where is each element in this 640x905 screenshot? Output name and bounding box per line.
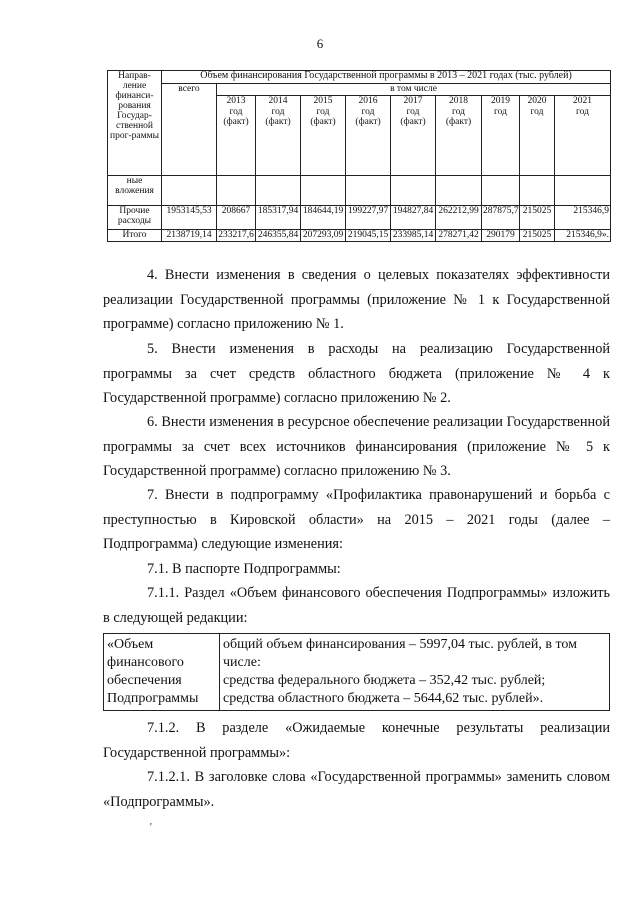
year-header: 2016 год (факт)	[346, 96, 391, 176]
table-cell: 290179	[482, 230, 520, 242]
table-cell: 215346,9	[555, 206, 611, 230]
year-header: 2017 год (факт)	[391, 96, 436, 176]
table-cell: 207293,09	[301, 230, 346, 242]
table-cell	[482, 176, 520, 206]
paragraph-5: 5. Внести изменения в расходы на реализацию Государственной программы за счет средств областного бюджета (приложение № 4 к Государственной программе) согласно приложению № 2.	[103, 341, 610, 406]
table-cell: 215025	[520, 206, 555, 230]
table-cell: 185317,94	[256, 206, 301, 230]
table-cell	[217, 176, 256, 206]
table-cell: 233985,14	[391, 230, 436, 242]
including-header: в том числе	[217, 84, 611, 96]
table-cell: 233217,6	[218, 230, 254, 240]
paragraph-7-1: 7.1. В паспорте Подпрограммы:	[147, 561, 341, 577]
year-header: 2020 год	[520, 96, 555, 176]
total-header: всего	[162, 84, 217, 176]
table-cell	[391, 176, 436, 206]
table-cell	[346, 176, 391, 206]
table-cell: 219045,15	[346, 230, 391, 242]
table-cell: 262212,99	[436, 206, 482, 230]
table-cell: 184644,19	[301, 206, 346, 230]
page-number: 6	[316, 36, 324, 51]
passport-line: общий объем финансирования – 5997,04 тыс. рублей, в том числе:	[223, 637, 577, 670]
table-cell	[436, 176, 482, 206]
year-header: 2021 год	[555, 96, 611, 176]
passport-line: средства областного бюджета – 5644,62 тыс. рублей».	[223, 691, 544, 706]
year-header: 2019 год	[482, 96, 520, 176]
table-cell: 2138719,14	[162, 230, 217, 242]
paragraph-7: 7. Внести в подпрограмму «Профилактика правонарушений и борьба с преступностью в Кировской области» на 2015 – 2021 годы (далее – Подпрограмма) следующие изменения:	[103, 487, 610, 552]
table-cell: 194827,84	[391, 206, 436, 230]
paragraph-7-1-1: 7.1.1. Раздел «Объем финансового обеспечения Подпрограммы» изложить в следующей редакции:	[103, 585, 610, 626]
financing-table	[107, 70, 611, 242]
table-cell	[301, 176, 346, 206]
table-cell: 215025	[520, 230, 555, 242]
row-label: Прочие расходы	[108, 206, 162, 230]
table-cell	[520, 176, 555, 206]
year-header: 2015 год (факт)	[301, 96, 346, 176]
table-title: Объем финансирования Государственной программы в 2013 – 2021 годах (тыс. рублей)	[162, 71, 611, 84]
stray-mark: '	[150, 822, 152, 833]
paragraph-7-1-2: 7.1.2. В разделе «Ожидаемые конечные результаты реализации Государственной программы»:	[103, 720, 610, 761]
row-label: Итого	[108, 230, 162, 242]
year-header: 2013 год (факт)	[217, 96, 256, 176]
table-cell: 208667	[217, 206, 256, 230]
table-cell: 287875,7	[482, 206, 520, 230]
paragraph-4: 4. Внести изменения в сведения о целевых показателях эффективности реализации Государственной программы (приложение № 1 к Государственной программе) согласно приложению № 1.	[103, 267, 610, 332]
table-cell: 199227,97	[346, 206, 391, 230]
table-cell	[555, 176, 611, 206]
paragraph-6: 6. Внести изменения в ресурсное обеспечение реализации Государственной программы за счет всех источников финансирования (приложение № 5 к Государственной программе) согласно приложению № 3.	[103, 414, 610, 479]
table-cell: 278271,42	[436, 230, 482, 242]
direction-header: Направ-ление финанси-рования Государ-ственной прог-раммы	[108, 71, 162, 176]
passport-table	[103, 633, 610, 711]
passport-line: средства федерального бюджета – 352,42 тыс. рублей;	[223, 673, 546, 688]
passport-left-cell: «Объем финансового обеспечения Подпрограммы	[104, 634, 220, 711]
table-cell	[162, 176, 217, 206]
passport-right-cell	[220, 634, 610, 711]
row-label: ные вложения	[108, 176, 162, 206]
table-cell: 246355,84	[256, 230, 301, 242]
table-cell: 215346,9».	[555, 230, 611, 242]
year-header: 2014 год (факт)	[256, 96, 301, 176]
paragraph-7-1-2-1: 7.1.2.1. В заголовке слова «Государственной программы» заменить словом «Подпрограммы».	[103, 769, 610, 810]
table-cell	[256, 176, 301, 206]
year-header: 2018 год (факт)	[436, 96, 482, 176]
table-cell: 1953145,53	[162, 206, 217, 230]
